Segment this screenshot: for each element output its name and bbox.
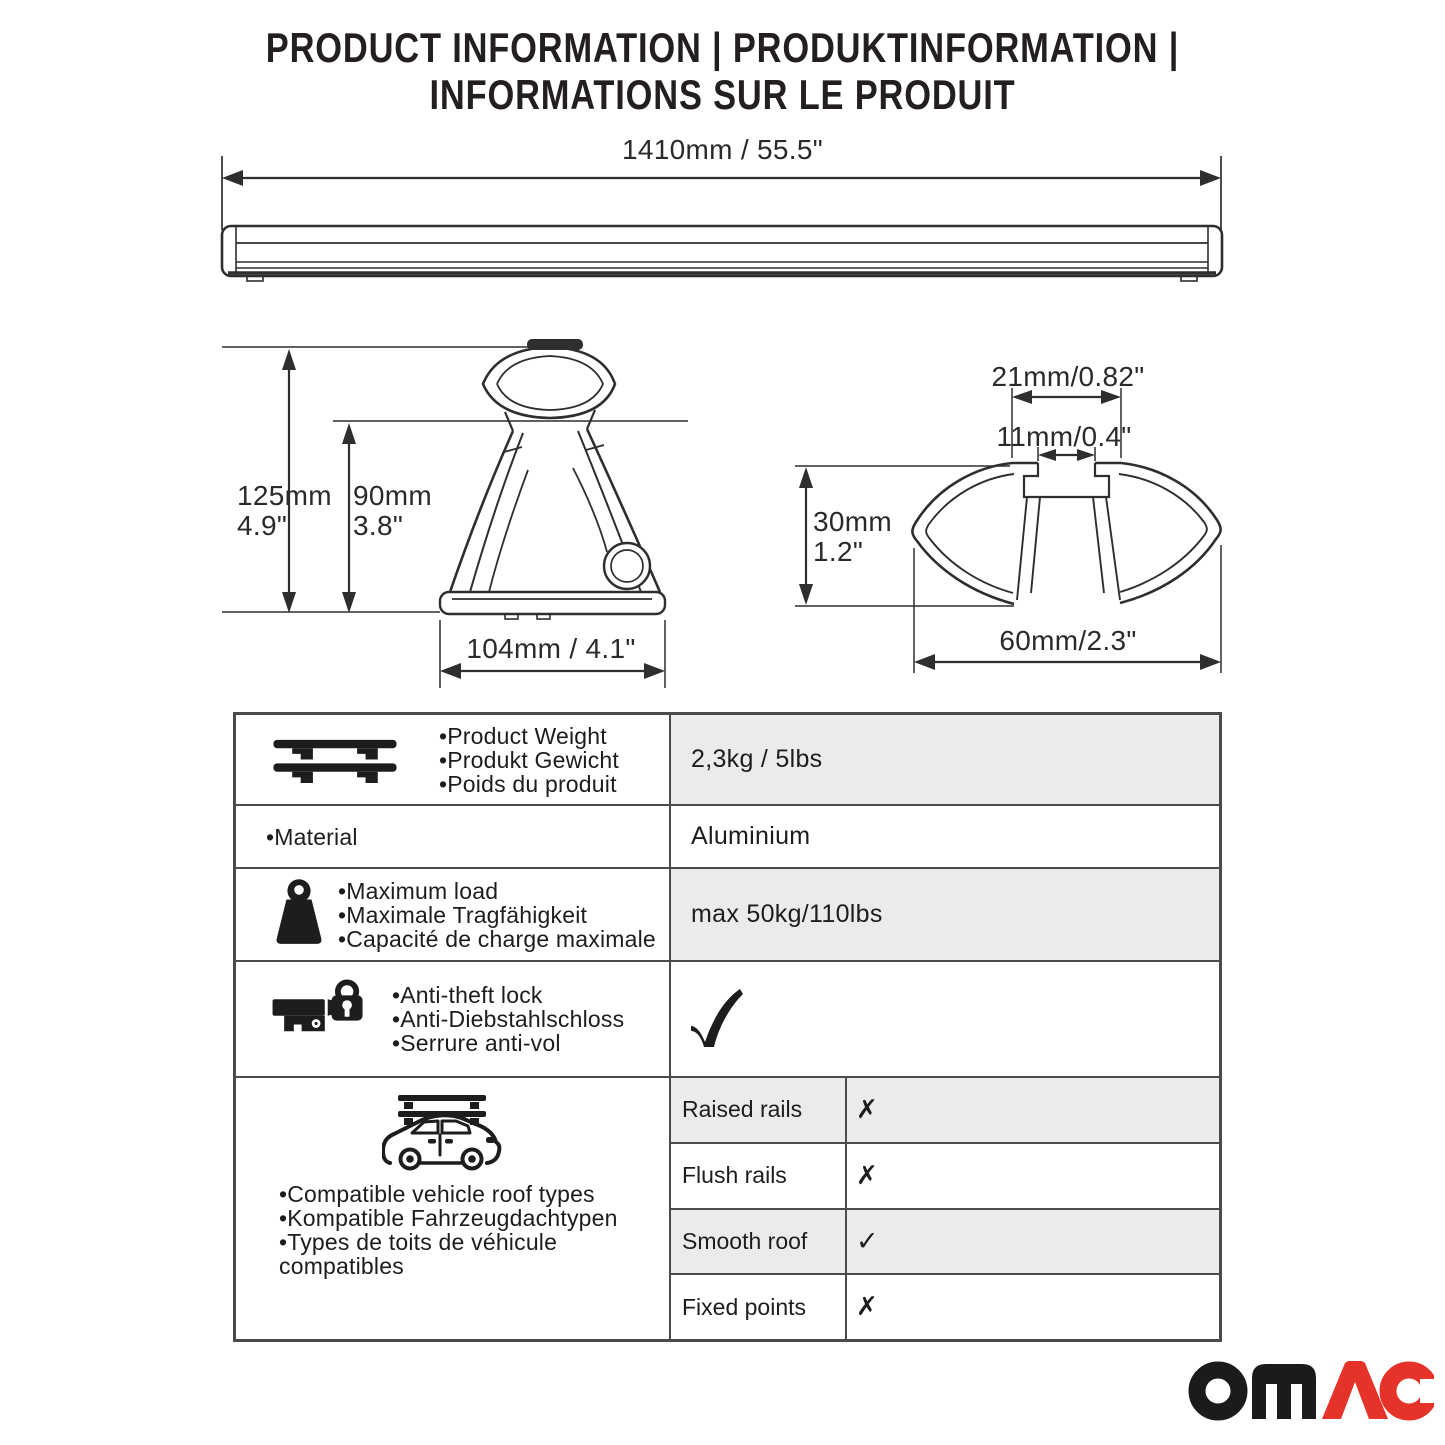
crossbar-top-view-drawing	[222, 156, 1222, 281]
roof-type-row-smooth-roof: Smooth roof ✓	[671, 1208, 1219, 1274]
material-value: Aluminium	[691, 822, 811, 850]
table-row-roof-types	[236, 1076, 1219, 1339]
slot-outer-width-dimension: 21mm/0.82"	[991, 361, 1145, 392]
section-width-dimension: 60mm/2.3"	[999, 625, 1137, 656]
slot-inner-width-dimension: 11mm/0.4"	[996, 421, 1132, 452]
max-load-value: max 50kg/110lbs	[691, 900, 883, 928]
raised-rails-mark: ✗	[856, 1094, 878, 1125]
spec-table	[233, 712, 1222, 1342]
table-row-material	[236, 804, 1219, 867]
table-row-anti-theft	[236, 960, 1219, 1076]
car-roof-icon	[382, 1095, 502, 1171]
roof-type-row-flush-rails: Flush rails ✗	[671, 1142, 1219, 1208]
weight-icon	[272, 878, 326, 950]
roof-type-row-raised-rails: Raised rails ✗	[671, 1078, 1219, 1142]
section-height-dimension: 30mm 1.2"	[813, 506, 892, 567]
table-row-product-weight	[236, 715, 1219, 804]
anti-theft-lock-icon	[272, 978, 366, 1038]
foot-inner-height-dimension: 90mm 3.8"	[353, 480, 432, 541]
foot-base-width-dimension: 104mm / 4.1"	[466, 633, 636, 664]
omac-logo	[1188, 1360, 1434, 1427]
row-labels: •Material	[266, 823, 358, 850]
row-labels: •Maximum load •Maximale Tragfähigkeit •Capacité de charge maximale	[338, 877, 656, 952]
table-row-max-load	[236, 867, 1219, 960]
row-labels: •Product Weight •Produkt Gewicht •Poids du produit	[439, 722, 619, 797]
fixed-points-mark: ✗	[856, 1292, 878, 1323]
checkmark	[689, 988, 745, 1050]
roof-type-row-fixed-points: Fixed points ✗	[671, 1273, 1219, 1339]
roof-type-subtable	[671, 1078, 1219, 1339]
page-title-line1: PRODUCT INFORMATION | PRODUKTINFORMATION |	[265, 24, 1180, 71]
product-weight-value: 2,3kg / 5lbs	[691, 745, 823, 773]
bar-length-dimension: 1410mm / 55.5"	[622, 134, 823, 165]
roof-bars-icon	[269, 737, 401, 784]
flush-rails-mark: ✗	[856, 1160, 878, 1191]
row-labels: •Compatible vehicle roof types •Kompatible Fahrzeugdachtypen •Types de toits de véhicule compatibles	[279, 1181, 618, 1279]
smooth-roof-mark: ✓	[856, 1225, 879, 1257]
page-title-line2: INFORMATIONS SUR LE PRODUIT	[429, 71, 1016, 118]
foot-total-height-dimension: 125mm 4.9"	[237, 480, 332, 541]
row-labels: •Anti-theft lock •Anti-Diebstahlschloss •Serrure anti-vol	[392, 982, 625, 1056]
omac-logo-graphic	[1188, 1360, 1434, 1422]
